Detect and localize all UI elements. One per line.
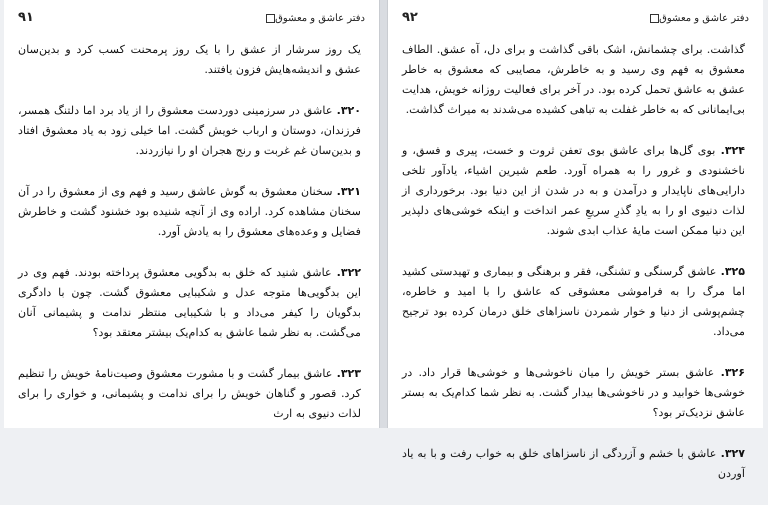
paragraph: ۳۲۶. عاشق بستر خویش را میان ناخوشی‌ها و خوشی‌ها قرار داد. در خوشی‌ها خوابید و در ناخوشی‌ها بیدار گشت. به نظر شما کدام‌یک به بستر عاشق نزدیک‌تر بود؟ [402, 366, 745, 419]
running-title: دفتر عاشق و معشوق [261, 13, 365, 24]
square-icon [650, 14, 659, 23]
paragraph: ۳۲۲. عاشق شنید که خلق به بدگویی معشوق پرداخته بودند. فهم وی در این بدگویی‌ها متوجه عدل و شکیبایی معشوق گشت. چون با دادگری بدگویان را کیفر می‌داد و با شکیبایی منتظر ندامت و پشیمانی آنان می‌گشت. به نظر شما عاشق به کدام‌یک بیشتر معتقد بود؟ [18, 266, 362, 339]
running-title: دفتر عاشق و معشوق [645, 13, 749, 24]
paragraph: ۳۲۳. عاشق بیمار گشت و با مشورت معشوق وصیت‌نامهٔ خویش را تنظیم کرد. قصور و گناهان خویش را برای ندامت و پشیمانی، و خواری را برای لذات دنیوی به ارث [18, 367, 361, 420]
paragraph: ۳۲۰. عاشق در سرزمینی دوردست معشوق را از یاد برد اما دلتنگ همسر، فرزندان، دوستان و ارباب خویش گشت. اما خیلی زود به یاد معشوق افتاد و بدین‌سان غم غربت و رنج هجران او را نیازردند. [18, 104, 361, 157]
right-page [387, 0, 763, 480]
page-gutter [380, 0, 387, 428]
paragraph-number: ۳۲۳. [332, 367, 361, 380]
paragraph-number: ۳۲۷. [716, 447, 745, 460]
page-header [402, 10, 749, 28]
left-page [4, 0, 380, 428]
paragraph: گذاشت. برای چشمانش، اشک باقی گذاشت و برای دل، آه عشق. الطاف معشوق به فهم وی رسید و به خاطرش، مصایبی که معشوق به خاطر عشق به عاشق تحمل کرده بود. در آخر برای فعالیت روزانه خویش، هدایت بی‌ایمانانی که به خاطر غفلت به تباهی کشیده می‌شدند به میراث گذاشت. [402, 43, 745, 116]
page-number: ۹۱ [18, 10, 34, 25]
paragraph: ۳۲۴. بوی گل‌ها برای عاشق بوی تعفن ثروت و خست، پیری و فسق، و ناخشنودی و غرور را به همراه آورد. طعم شیرین اشیاء، یادآور تلخی دارایی‌های ناپایدار و درآمدن و به در شدن از این دنیا بود. برخورداری از لذات دنیوی او را به یادِ گذرِ سریعِ عمر انداخت و اینکه خوشی‌های دلپذیر این دنیا ممکن است مایهٔ عذاب ابدی شوند. [402, 144, 745, 237]
paragraph-number: ۳۲۱. [332, 185, 361, 198]
paragraph-number: ۳۲۰. [332, 104, 361, 117]
paragraph: ۳۲۱. سخنان معشوق به گوش عاشق رسید و فهم وی از معشوق را در آن سخنان مشاهده کرد. اراده وی از آنچه شنیده بود خشنود گشت و خاطرش فضایل و وعده‌های معشوق را به یادش آورد. [18, 185, 361, 238]
paragraph-number: ۳۲۵. [716, 265, 745, 278]
paragraph: یک روز سرشار از عشق را با یک روز پرمحنت کسب کرد و بدین‌سان عشق و اندیشه‌هایش فزون یافتند. [18, 43, 361, 76]
page-body [402, 40, 745, 505]
square-icon [266, 14, 275, 23]
paragraph-number: ۳۲۶. [714, 366, 745, 379]
paragraph: ۳۲۵. عاشق گرسنگی و تشنگی، فقر و برهنگی و بیماری و تهیدستی کشید اما مرگ را به فراموشی معشوقی که عاشق را با امید و خاطره، چشم‌پوشی از دنیا و خوار شمردن ناسزاهای خلق درمان کرده بود ترجیح می‌داد. [402, 265, 745, 338]
paragraph: ۳۲۷. عاشق با خشم و آزردگی از ناسزاهای خلق به خواب رفت و با به یاد آوردن [402, 447, 745, 480]
page-header [18, 10, 365, 28]
page-body [18, 40, 361, 445]
page-number: ۹۲ [402, 10, 418, 25]
paragraph-number: ۳۲۲. [331, 266, 362, 279]
paragraph-number: ۳۲۴. [715, 144, 745, 157]
